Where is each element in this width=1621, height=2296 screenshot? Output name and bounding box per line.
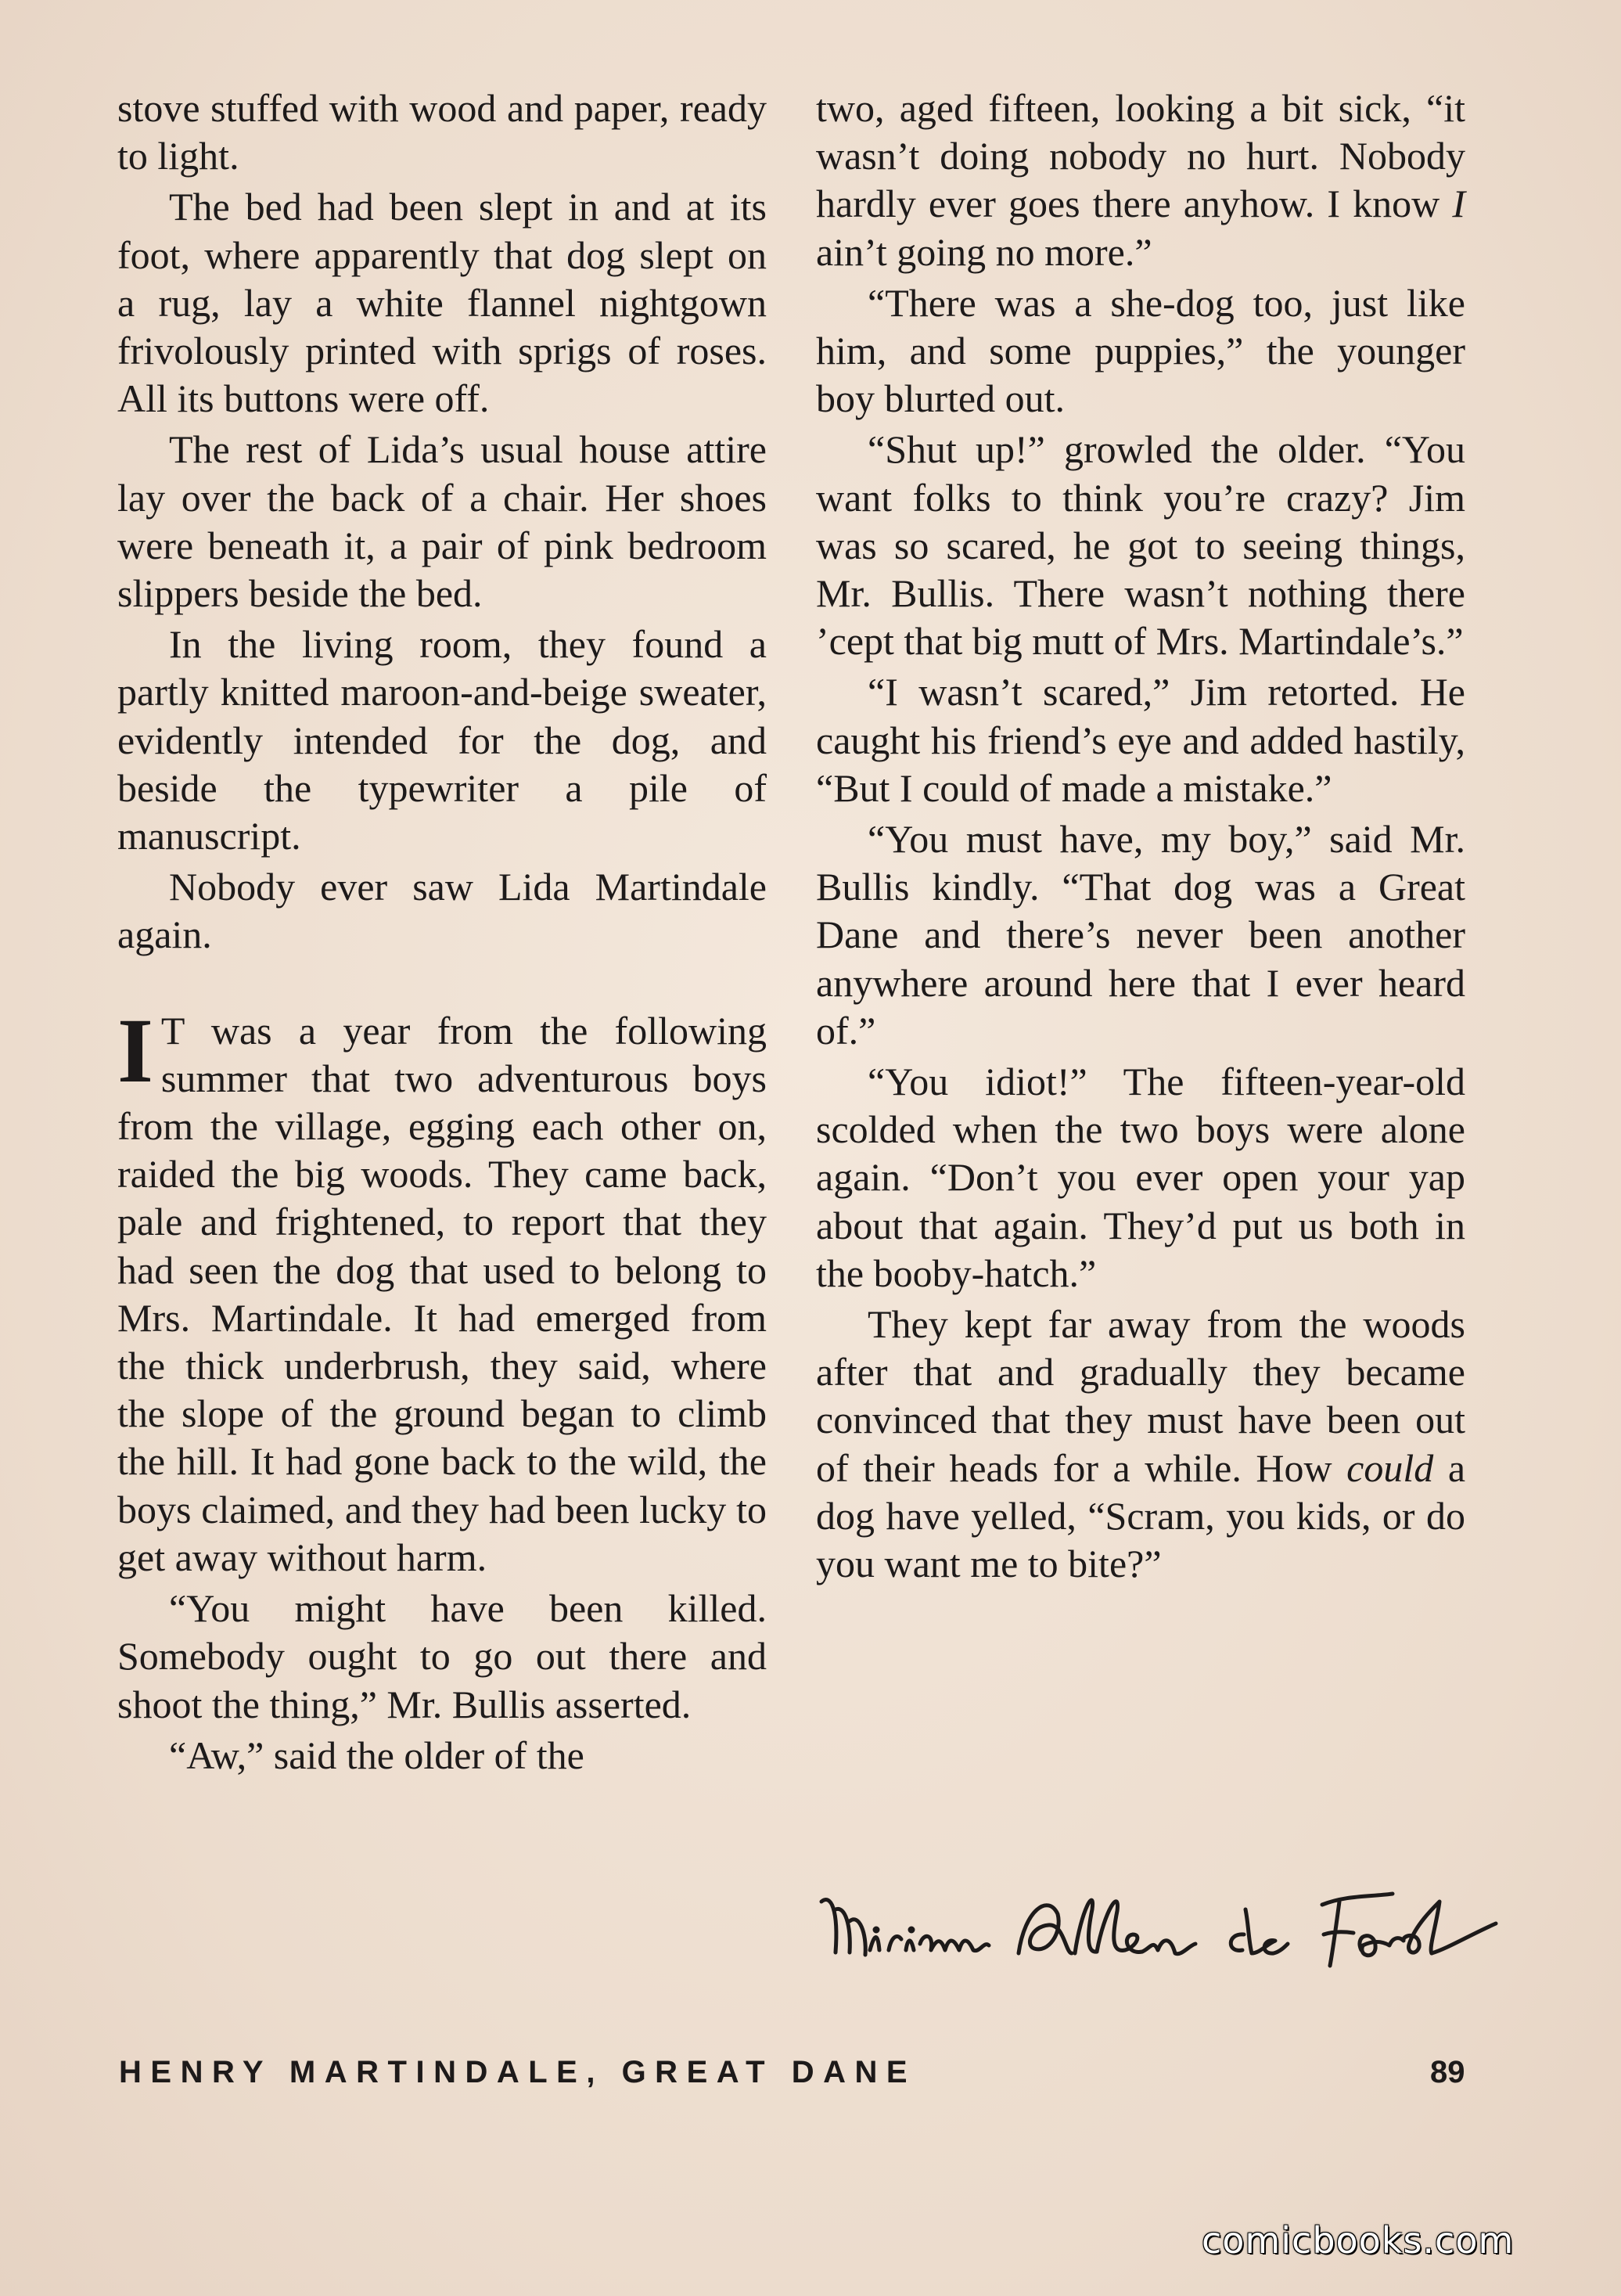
paragraph: In the living room, they found a partly knitted maroon-and-beige sweater, evidently intended for the dog, and beside the typewriter a pile of manuscript.	[117, 622, 767, 858]
drop-cap: I	[117, 999, 153, 1102]
paragraph: stove stuffed with wood and paper, ready to light.	[117, 86, 767, 178]
paragraph: The bed had been slept in and at its foot, where apparently that dog slept on a rug, lay a white flannel nightgown frivolously printed with sprigs of roses. All its buttons were off.	[117, 185, 767, 421]
section-opening-paragraph	[117, 999, 767, 1582]
paragraph: “Shut up!” growled the older. “You want folks to think you’re crazy? Jim was so scared, he got to seeing things, Mr. Bullis. There wasn’t nothing there ’cept that big mutt of Mrs. Martindale’s.”	[816, 427, 1465, 664]
right-column	[816, 85, 1465, 1588]
running-footer-title: HENRY MARTINDALE, GREAT DANE	[119, 2055, 917, 2089]
paragraph: “I wasn’t scared,” Jim retorted. He caught his friend’s eye and added hastily, “But I could of made a mistake.”	[816, 670, 1465, 810]
paragraph-text: two, aged fifteen, looking a bit sick, “it wasn’t doing nobody no hurt. Nobody hardly ever goes there anyhow. I know	[816, 86, 1465, 226]
watermark: comicbooks.com	[1202, 2219, 1515, 2262]
italic-text: could	[1346, 1445, 1434, 1490]
paragraph-text: a dog have yelled, “Scram, you kids, or do you want me to bite?”	[816, 1445, 1466, 1586]
left-column	[117, 85, 767, 1780]
paragraph: “Aw,” said the older of the	[169, 1733, 584, 1777]
paragraph: “You idiot!” The fifteen-year-old scolded when the two boys were alone again. “Don’t you ever open your yap about that again. They’d put us both in the booby-hatch.”	[816, 1060, 1465, 1295]
paragraph-text: T was a year from the following summer that two adventurous boys from the village, egging each other on, raided the big woods. They came back, pale and frightened, to report that they had seen the dog that used to belong to Mrs. Martindale. It had emerged from the thick underbrush, they said, where the slope of the ground began to climb the hill. It had gone back to the wild, the boys claimed, and they had been lucky to get away without harm.	[117, 1008, 767, 1579]
paragraph-text: ain’t going no more.”	[816, 229, 1152, 274]
italic-text: I	[1452, 182, 1466, 226]
paragraph-text: They kept far away from the woods after that and gradually they became convinced that they must have been out of their heads for a while. How	[816, 1302, 1465, 1490]
page-number: 89	[1430, 2055, 1465, 2089]
author-signature	[814, 1878, 1502, 1996]
paragraph	[816, 85, 1465, 276]
paragraph: “You might have been killed. Somebody ought to go out there and shoot the thing,” Mr. Bullis asserted.	[117, 1586, 767, 1726]
paragraph: “There was a she-dog too, just like him, and some puppies,” the younger boy blurted out.	[816, 280, 1465, 421]
paragraph: “You must have, my boy,” said Mr. Bullis kindly. “That dog was a Great Dane and there’s never been another anywhere around here that I ever heard of.”	[816, 817, 1465, 1053]
paragraph: Nobody ever saw Lida Martindale again.	[117, 865, 767, 957]
paragraph	[816, 1301, 1465, 1588]
paragraph: The rest of Lida’s usual house attire lay over the back of a chair. Her shoes were beneath it, a pair of pink bedroom slippers beside the bed.	[117, 427, 767, 616]
